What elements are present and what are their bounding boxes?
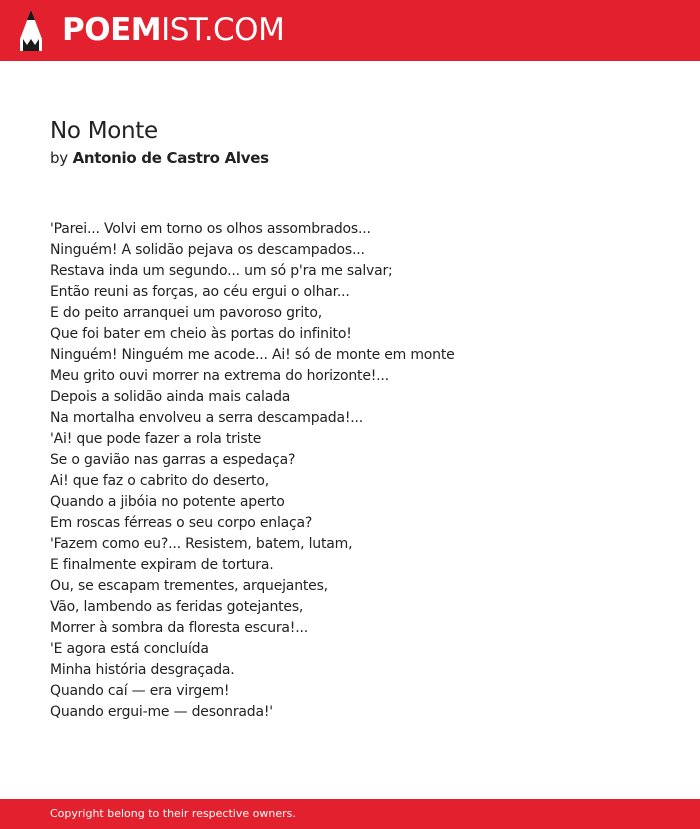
logo-text-light: IST.COM — [161, 12, 285, 48]
site-footer — [0, 799, 700, 829]
poem-body — [50, 219, 455, 723]
byline-prefix: by — [50, 149, 68, 167]
poem-line: 'Parei... Volvi em torno os olhos assombrados... — [50, 221, 371, 237]
poem-line: Que foi bater em cheio às portas do infinito! — [50, 326, 352, 342]
poem-line: 'Ai! que pode fazer a rola triste — [50, 431, 262, 447]
poem-line: Então reuni as forças, ao céu ergui o olhar... — [50, 284, 350, 300]
poem-line: Se o gavião nas garras a espedaça? — [50, 452, 296, 468]
poem-line: Na mortalha envolveu a serra descampada!... — [50, 410, 364, 426]
poem-line: E finalmente expiram de tortura. — [50, 557, 274, 573]
poem-line: Ninguém! Ninguém me acode... Ai! só de monte em monte — [50, 347, 455, 363]
poem-line: Quando ergui-me — desonrada!' — [50, 704, 273, 720]
poem-line: Vão, lambendo as feridas gotejantes, — [50, 599, 304, 615]
poem-line: 'E agora está concluída — [50, 641, 209, 657]
site-logo[interactable] — [62, 12, 284, 48]
poem-line: 'Fazem como eu?... Resistem, batem, lutam, — [50, 536, 353, 552]
copyright-text: Copyright belong to their respective owners. — [50, 807, 296, 820]
poem-line: E do peito arranquei um pavoroso grito, — [50, 305, 322, 321]
poem-line: Ai! que faz o cabrito do deserto, — [50, 473, 269, 489]
poem-byline — [50, 148, 269, 169]
site-header — [0, 0, 700, 61]
poem-line: Quando caí — era virgem! — [50, 683, 230, 699]
poem-line: Morrer à sombra da floresta escura!... — [50, 620, 308, 636]
poem-line: Restava inda um segundo... um só p'ra me salvar; — [50, 263, 393, 279]
poem-line: Em roscas férreas o seu corpo enlaça? — [50, 515, 313, 531]
pencil-icon[interactable] — [18, 9, 44, 53]
poem-line: Minha história desgraçada. — [50, 662, 235, 678]
poem-line: Ou, se escapam trementes, arquejantes, — [50, 578, 328, 594]
poem-line: Ninguém! A solidão pejava os descampados... — [50, 242, 365, 258]
poem-line: Meu grito ouvi morrer na extrema do horizonte!... — [50, 368, 389, 384]
poem-line: Depois a solidão ainda mais calada — [50, 389, 291, 405]
author-name: Antonio de Castro Alves — [72, 149, 269, 167]
poem-line: Quando a jibóia no potente aperto — [50, 494, 285, 510]
poem-title: No Monte — [50, 118, 158, 144]
logo-text-bold: POEM — [62, 12, 162, 48]
